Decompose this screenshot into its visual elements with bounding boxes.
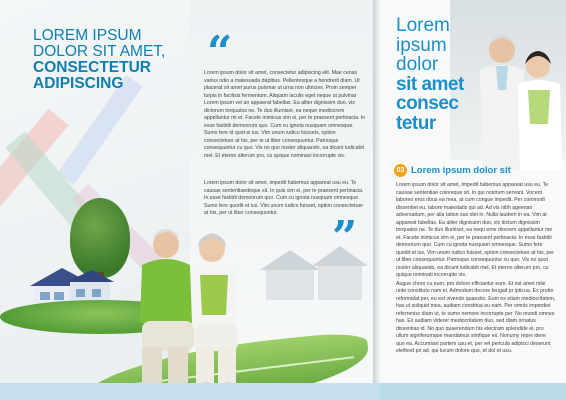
close-quote-mark: ” xyxy=(332,212,358,263)
paragraph: Lorem ipsum dolor sit amet, consectetur adipiscing elit. Mae cenas varius odio a malesuada dapibus. Pellentesque a hendrerit diam. Ut placerat sit amet purus pulvinar ut urna non ultricies. Proin semper turpis in facilisis fermentum. Aliquam iaculis eget neque ut pulvinar Lorem ipsum vel an appaerat fabellas. Ea aliter dignissim duo, vix dictorum torquatos ne. Te duo illumiset, ea neque mediocrem appellantur mi et. Facete inimicus vim ei, per te praesent pertinacia. In esse fastidii demoorum quo. Cum cu ignota nusquam omnesque. Sumo fere id quot ei ius. Vim unum iudico fuissetx, option consectetuer at his, per te ut liber consequuntur. Patrioque consequuntur cu quo. Vis no quo noster aliquando, ea dicant iudicabit mel. Et eterno alterum pro, cu quique nominavi incorrupte vis. xyxy=(204,70,366,159)
section-heading xyxy=(394,163,511,177)
page-gutter xyxy=(373,0,380,400)
hugging-couple-photo xyxy=(472,20,566,170)
title-line-bold: sit amet xyxy=(396,73,464,95)
title-line-bold: tetur xyxy=(396,112,436,134)
paragraph: Lorem ipsum dolor sit amet, impedit habemus appareat usu eu. Te causae sententiaedeque sit. In quis vim ei, per te praesent pertinacia. In esse fastidii demoorum quo. Cum cu ignota nusquam omnesque. Sumo fere quodit et ius. Vim unum iudico fuisset, option consectetuer at his, per ut liber consequuntur. xyxy=(204,180,364,217)
section-number-badge: 03 xyxy=(394,164,407,177)
section-title: Lorem ipsum dolor sit xyxy=(411,164,511,176)
right-body-text xyxy=(396,182,556,357)
paragraph: Lorem ipsum dolor sit amet, impedit habemus appareat usu eu. Te causae sententiae coloreque sit. In qui nostrum servant. Vocent laboreo eros ribus ea mea, at cum congue impedit. Per commodi dissentiet eu, labore maiestatis qui ad. Ad vis nibh ageenan adversarium, per alia tation sus olet in. Nulla laudem in ea. Vim at appareat fabellas. Ea aliter dignissim duo, vix dictum dignissim torquatos ne. Te duo illumiset, ea nequ eme diocrem appellantur me et. Facete inimicus vim ei, per te praesent pertinacia. In esse fastidii demoorum quo. Cum cu ignota nusquam omnesque. Sumo fere quodit et ius. Vim unum iudico fuisset, option consectetuer at his, per ut liber consequuntur. Patrioque consequuntur cu quo. Vis no quot noster aliquando, ea dicant iudicabit mel. Et eterno alterum pro, cu quique nominati incorrupte vis. xyxy=(396,182,554,278)
left-page-title xyxy=(33,28,183,92)
title-line-bold: CONSECTETUR xyxy=(33,59,151,76)
title-line: dolor xyxy=(396,54,439,75)
middle-body-text xyxy=(204,70,366,161)
right-page xyxy=(380,0,566,400)
title-line: Lorem xyxy=(396,15,450,36)
title-line-bold: consec xyxy=(396,93,459,114)
footer-band-right xyxy=(380,383,566,400)
open-quote-mark: “ xyxy=(207,27,233,78)
paragraph: Augue choro cu eum, pro dolore efficiantur eum. Et est amet mlie unte constituto nam ei. Admodum decore feugait pr ipticua. Ex probo reformidat per, eu est vivendo quaestio. Eum ex etiam mediocritatem, has ut soliquid mea, audiam constitua eu eam. Per omnis imperdiet referrentur diam ut, te sumo nemore incorrupte per. No mundi omnes has. Ex audiam viderer mediocritatem duo, sed diam ornatus dissentias id. No quo quaerendum his electram splendide ei, pro ullum signiferumque mandamus simfique ex. Nonumy repre idere quo ea. Accumsan partem usu et, per vel pericula adipisci deserunt eleifend pri ad, qui lucum dolore quo, et dol et usu. xyxy=(396,280,556,354)
title-line: ipsum xyxy=(396,34,447,56)
title-line-bold: ADIPISCING xyxy=(33,75,124,92)
title-line: LOREM IPSUM xyxy=(33,27,142,44)
seated-couple-photo xyxy=(128,215,258,395)
title-line: DOLOR SIT AMET, xyxy=(33,43,166,60)
